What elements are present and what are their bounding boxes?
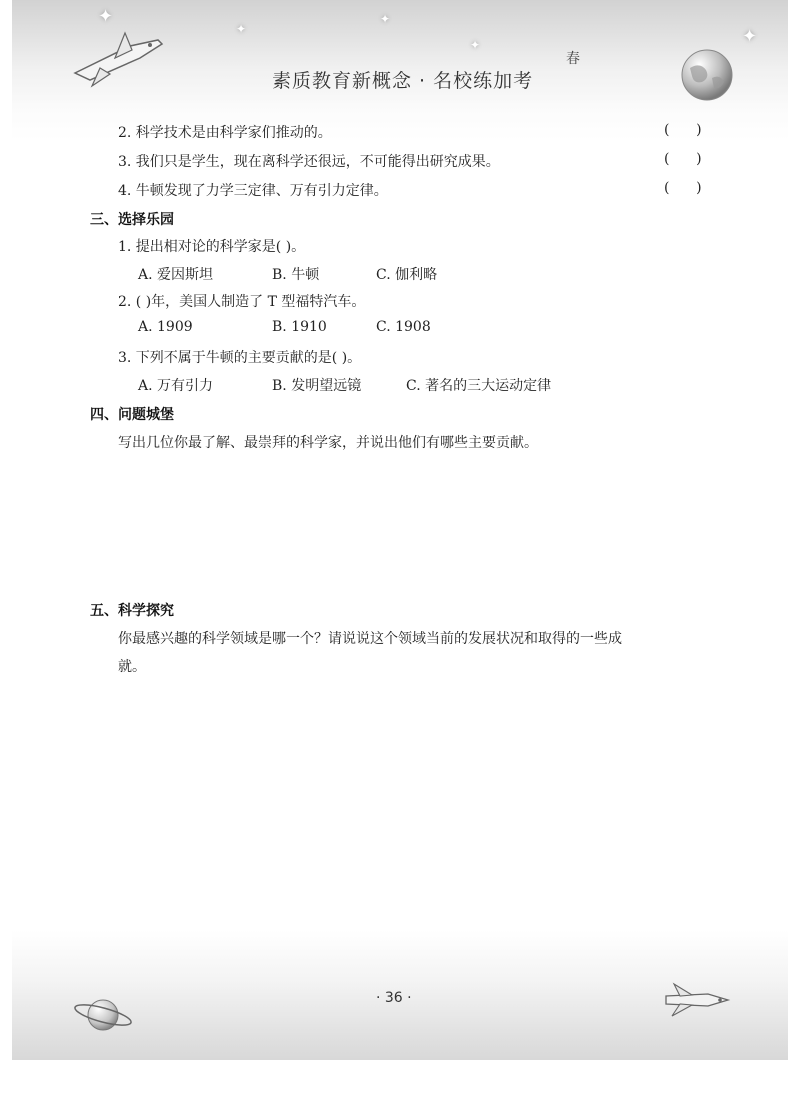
- option-c[interactable]: C. 著名的三大运动定律: [406, 378, 552, 394]
- section5-prompt-line1: 你最感兴趣的科学领域是哪一个？请说说这个领域当前的发展状况和取得的一些成: [118, 631, 622, 647]
- answer-paren[interactable]: ( ): [664, 180, 702, 196]
- option-c[interactable]: C. 伽利略: [376, 267, 438, 283]
- section-heading-choice: 三、选择乐园: [90, 212, 174, 228]
- star-icon: ✦: [98, 6, 114, 27]
- question-stem: 3. 下列不属于牛顿的主要贡献的是( )。: [118, 350, 362, 366]
- space-shuttle-icon: [70, 28, 170, 88]
- option-a[interactable]: A. 万有引力: [138, 378, 214, 394]
- option-a[interactable]: A. 爱因斯坦: [138, 267, 214, 283]
- section4-prompt: 写出几位你最了解、最崇拜的科学家，并说出他们有哪些主要贡献。: [118, 435, 538, 451]
- globe-icon: [680, 48, 734, 102]
- answer-paren[interactable]: ( ): [664, 122, 702, 138]
- season-label: 春: [566, 51, 580, 67]
- judge-item-4: 4. 牛顿发现了力学三定律、万有引力定律。: [118, 183, 388, 199]
- option-b[interactable]: B. 发明望远镜: [272, 378, 362, 394]
- question-stem: 1. 提出相对论的科学家是( )。: [118, 239, 306, 255]
- page-number: · 36 ·: [376, 990, 412, 1006]
- header-title: 素质教育新概念 · 名校练加考: [272, 70, 534, 92]
- question-stem: 2. ( )年，美国人制造了 T 型福特汽车。: [118, 294, 366, 310]
- star-icon: ✦: [236, 22, 247, 36]
- answer-paren[interactable]: ( ): [664, 151, 702, 167]
- star-icon: ✦: [470, 38, 481, 52]
- section-heading-explore: 五、科学探究: [90, 603, 174, 619]
- option-c[interactable]: C. 1908: [376, 319, 431, 335]
- space-shuttle-icon: [662, 982, 732, 1018]
- judge-item-2: 2. 科学技术是由科学家们推动的。: [118, 125, 332, 141]
- option-b[interactable]: B. 1910: [272, 319, 327, 335]
- option-b[interactable]: B. 牛顿: [272, 267, 320, 283]
- section-heading-question: 四、问题城堡: [90, 407, 174, 423]
- planet-icon: [72, 993, 134, 1037]
- section5-prompt-line2: 就。: [118, 659, 146, 675]
- option-a[interactable]: A. 1909: [138, 319, 193, 335]
- judge-item-3: 3. 我们只是学生，现在离科学还很远，不可能得出研究成果。: [118, 154, 500, 170]
- star-icon: ✦: [380, 12, 391, 26]
- star-icon: ✦: [742, 26, 758, 47]
